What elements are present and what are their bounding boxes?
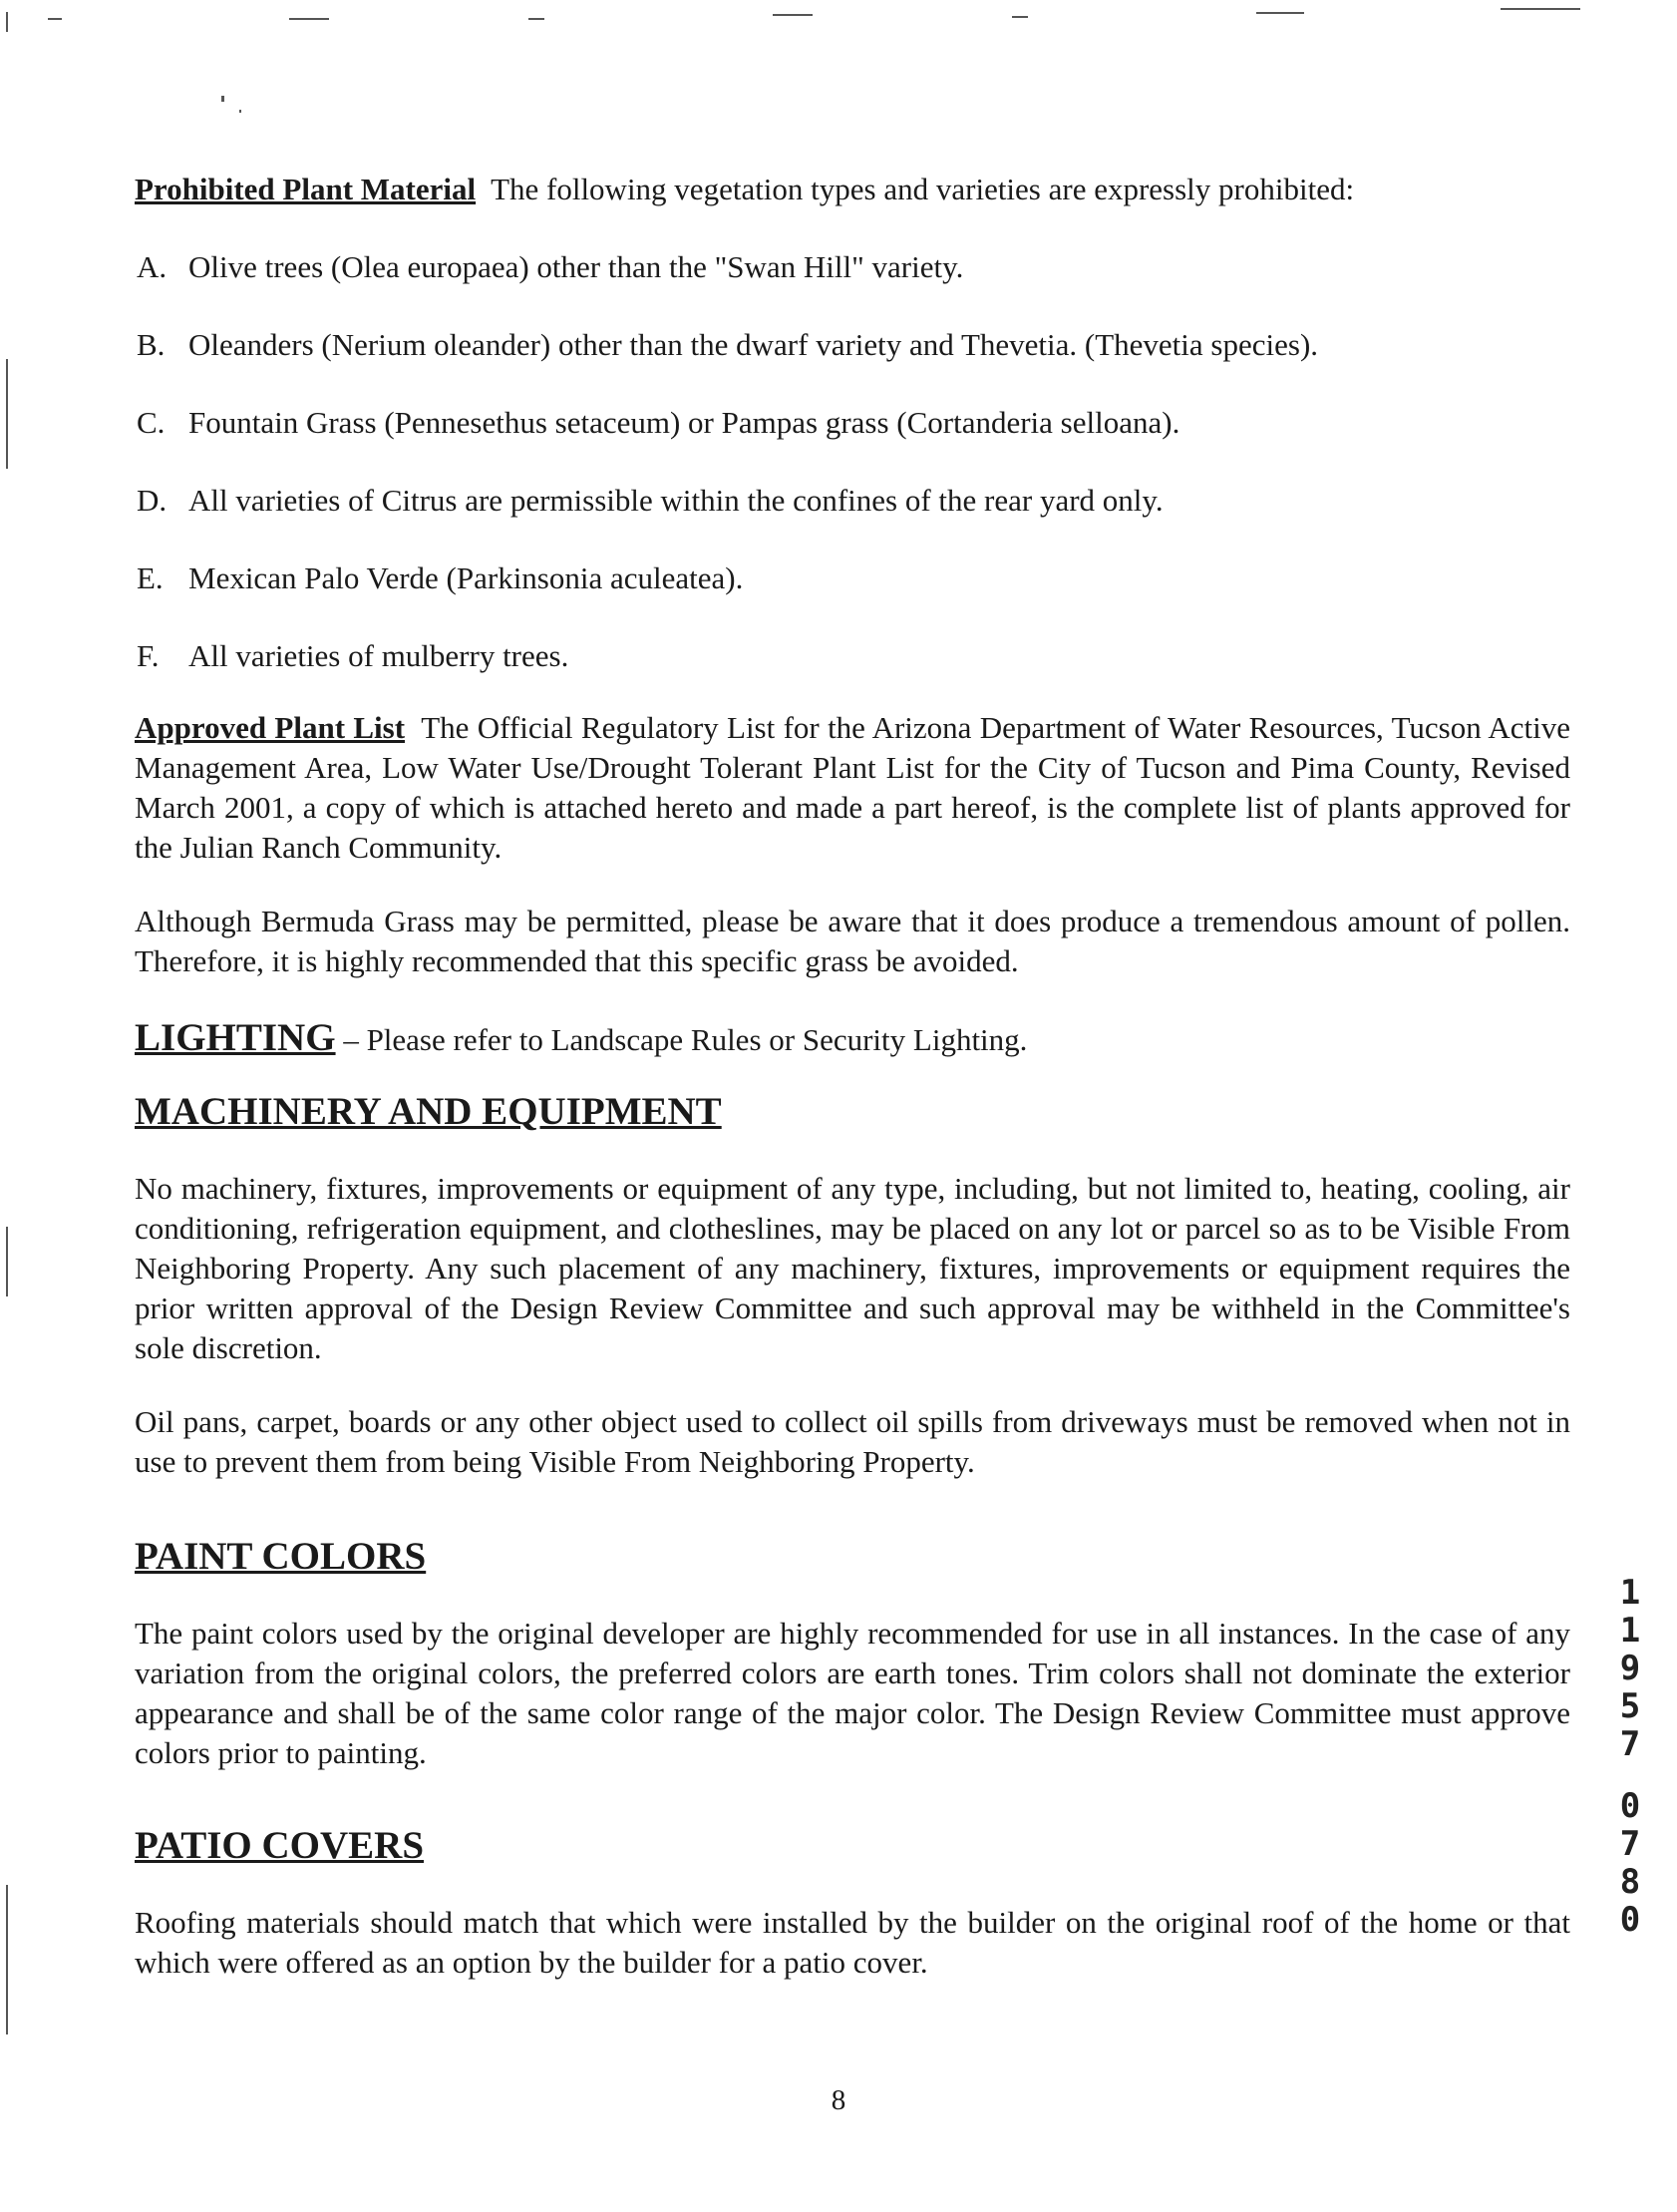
scan-mark bbox=[221, 96, 224, 102]
prohibited-list bbox=[135, 247, 1570, 676]
paint-colors-heading: PAINT COLORS bbox=[135, 1535, 427, 1578]
list-item: B. Oleanders (Nerium oleander) other than the dwarf variety and Thevetia. (Thevetia species). bbox=[137, 327, 1319, 362]
scan-mark bbox=[239, 110, 241, 113]
paint-colors-text: The paint colors used by the original developer are highly recommended for use in all instances. In the case of any variation from the original colors, the preferred colors are earth tones. Trim colors shall not dominate the exterior appearance and shall be of the same color range of the major color. The Design Review Committee must approve colors prior to painting. bbox=[135, 1616, 1570, 1770]
recording-number-stamp: 1 1 9 5 7 0 7 8 0 bbox=[1619, 1573, 1641, 1940]
prohibited-intro-text: The following vegetation types and varieties are expressly prohibited: bbox=[491, 172, 1355, 206]
lighting-heading: LIGHTING bbox=[135, 1016, 336, 1059]
approved-text: The Official Regulatory List for the Arizona Department of Water Resources, Tucson Active Management Area, Low Water Use/Drought Tolerant Plant List for the City of Tucson and Pima County, Revised March 2001, a copy of which is attached hereto and made a part hereof, is the complete list of plants approved for the Julian Ranch Community. bbox=[135, 710, 1571, 865]
page-number: 8 bbox=[831, 2084, 846, 2116]
scan-mark bbox=[6, 1227, 8, 1296]
list-item: D. All varieties of Citrus are permissible within the confines of the rear yard only. bbox=[137, 483, 1164, 518]
approved-heading: Approved Plant List bbox=[135, 710, 406, 745]
prohibited-heading: Prohibited Plant Material bbox=[135, 172, 477, 206]
scan-mark bbox=[1501, 8, 1580, 10]
document-body bbox=[135, 170, 1570, 1983]
scan-mark bbox=[48, 18, 62, 20]
list-item: F. All varieties of mulberry trees. bbox=[137, 638, 569, 673]
bermuda-note: Although Bermuda Grass may be permitted, please be aware that it does produce a tremendous amount of pollen. Therefore, it is highly recommended that this specific grass be avoided. bbox=[135, 904, 1570, 978]
machinery-heading: MACHINERY AND EQUIPMENT bbox=[135, 1090, 722, 1133]
scan-mark bbox=[6, 1885, 8, 2034]
scan-mark bbox=[6, 359, 8, 469]
list-item: A. Olive trees (Olea europaea) other than the "Swan Hill" variety. bbox=[137, 249, 964, 284]
scan-mark bbox=[6, 12, 8, 32]
lighting-text: – Please refer to Landscape Rules or Security Lighting. bbox=[343, 1022, 1028, 1057]
scan-mark bbox=[289, 18, 329, 20]
list-item: C. Fountain Grass (Pennesethus setaceum) or Pampas grass (Cortanderia selloana). bbox=[137, 405, 1180, 440]
lighting-section bbox=[135, 1015, 1570, 1063]
patio-covers-heading: PATIO COVERS bbox=[135, 1824, 425, 1867]
scan-mark bbox=[528, 18, 544, 20]
scan-mark bbox=[773, 14, 813, 16]
prohibited-intro bbox=[135, 170, 1570, 209]
approved-plant-list bbox=[135, 708, 1570, 868]
scan-mark bbox=[1256, 12, 1304, 14]
list-item: E. Mexican Palo Verde (Parkinsonia aculeatea). bbox=[137, 560, 744, 595]
scan-mark bbox=[1012, 16, 1028, 18]
machinery-paragraph-2: Oil pans, carpet, boards or any other object used to collect oil spills from driveways must be removed when not in use to prevent them from being Visible From Neighboring Property. bbox=[135, 1404, 1570, 1479]
patio-covers-text: Roofing materials should match that which were installed by the builder on the original roof of the home or that which were offered as an option by the builder for a patio cover. bbox=[135, 1905, 1570, 1980]
machinery-paragraph-1: No machinery, fixtures, improvements or equipment of any type, including, but not limited to, heating, cooling, air conditioning, refrigeration equipment, and clotheslines, may be placed on any lot or parcel so as to be Visible From Neighboring Property. Any such placement of any machinery, fixtures, improvements or equipment requires the prior written approval of the Design Review Committee and such approval may be withheld in the Committee's sole discretion. bbox=[135, 1171, 1570, 1365]
